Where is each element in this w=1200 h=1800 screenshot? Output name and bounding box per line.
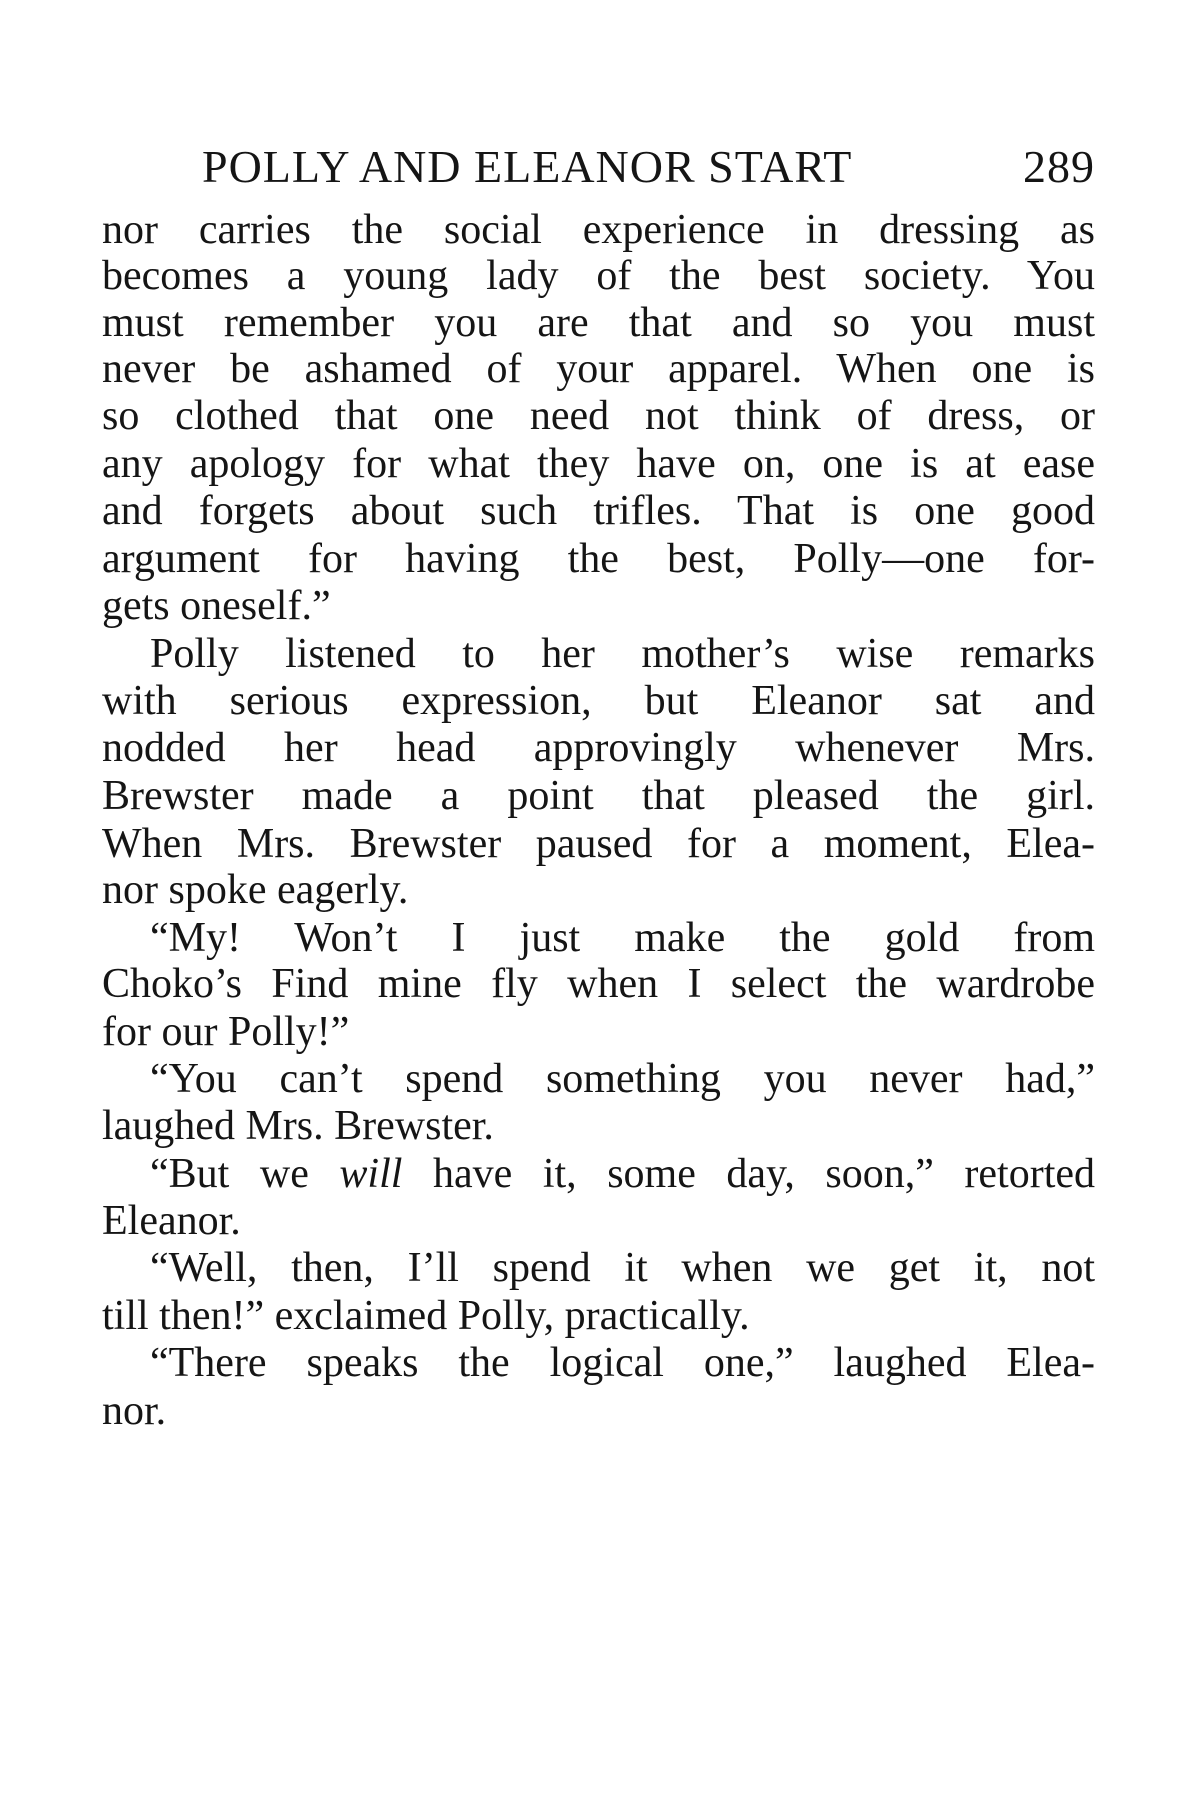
paragraph-first-line: “Well, then, I’ll spend it when we get it, not	[150, 1245, 1095, 1291]
text-line: till then!” exclaimed Polly, practically.	[102, 1293, 750, 1339]
text-line: for our Polly!”	[102, 1009, 350, 1055]
text-line: laughed Mrs. Brewster.	[102, 1103, 494, 1149]
text-line: gets oneself.”	[102, 583, 331, 629]
running-title: POLLY AND ELEANOR START	[202, 141, 853, 192]
text-line: nor spoke eagerly.	[102, 867, 409, 913]
paragraph-first-line: “You can’t spend something you never had,”	[150, 1056, 1095, 1102]
text-line: argument for having the best, Polly—one for-	[102, 536, 1095, 582]
text-line: becomes a young lady of the best society. You	[102, 253, 1095, 299]
running-head	[102, 140, 1095, 200]
text-line: Choko’s Find mine fly when I select the wardrobe	[102, 961, 1095, 1007]
text-line: must remember you are that and so you must	[102, 300, 1095, 346]
text-fragment: have it, some day, soon,” retorted	[402, 1151, 1096, 1197]
paragraph-first-line: “My! Won’t I just make the gold from	[150, 915, 1095, 961]
paragraph-first-line: “There speaks the logical one,” laughed Elea-	[150, 1340, 1095, 1386]
text-line: and forgets about such trifles. That is one good	[102, 488, 1095, 534]
text-line: with serious expression, but Eleanor sat and	[102, 678, 1095, 724]
text-line: so clothed that one need not think of dress, or	[102, 393, 1095, 439]
text-line: any apology for what they have on, one is at ease	[102, 441, 1095, 487]
emphasized-word: will	[339, 1151, 403, 1197]
paragraph-first-line	[150, 1148, 1095, 1200]
text-fragment: “But we	[150, 1151, 340, 1197]
text-line: never be ashamed of your apparel. When one is	[102, 346, 1095, 392]
text-line: Brewster made a point that pleased the girl.	[102, 773, 1095, 819]
page-number: 289	[1023, 141, 1095, 192]
text-line: nor carries the social experience in dressing as	[102, 207, 1095, 253]
text-line: Eleanor.	[102, 1198, 241, 1244]
text-line: When Mrs. Brewster paused for a moment, Elea-	[102, 821, 1095, 867]
text-line: nor.	[102, 1388, 167, 1434]
paragraph-first-line: Polly listened to her mother’s wise remarks	[150, 631, 1095, 677]
text-line: nodded her head approvingly whenever Mrs.	[102, 725, 1095, 771]
